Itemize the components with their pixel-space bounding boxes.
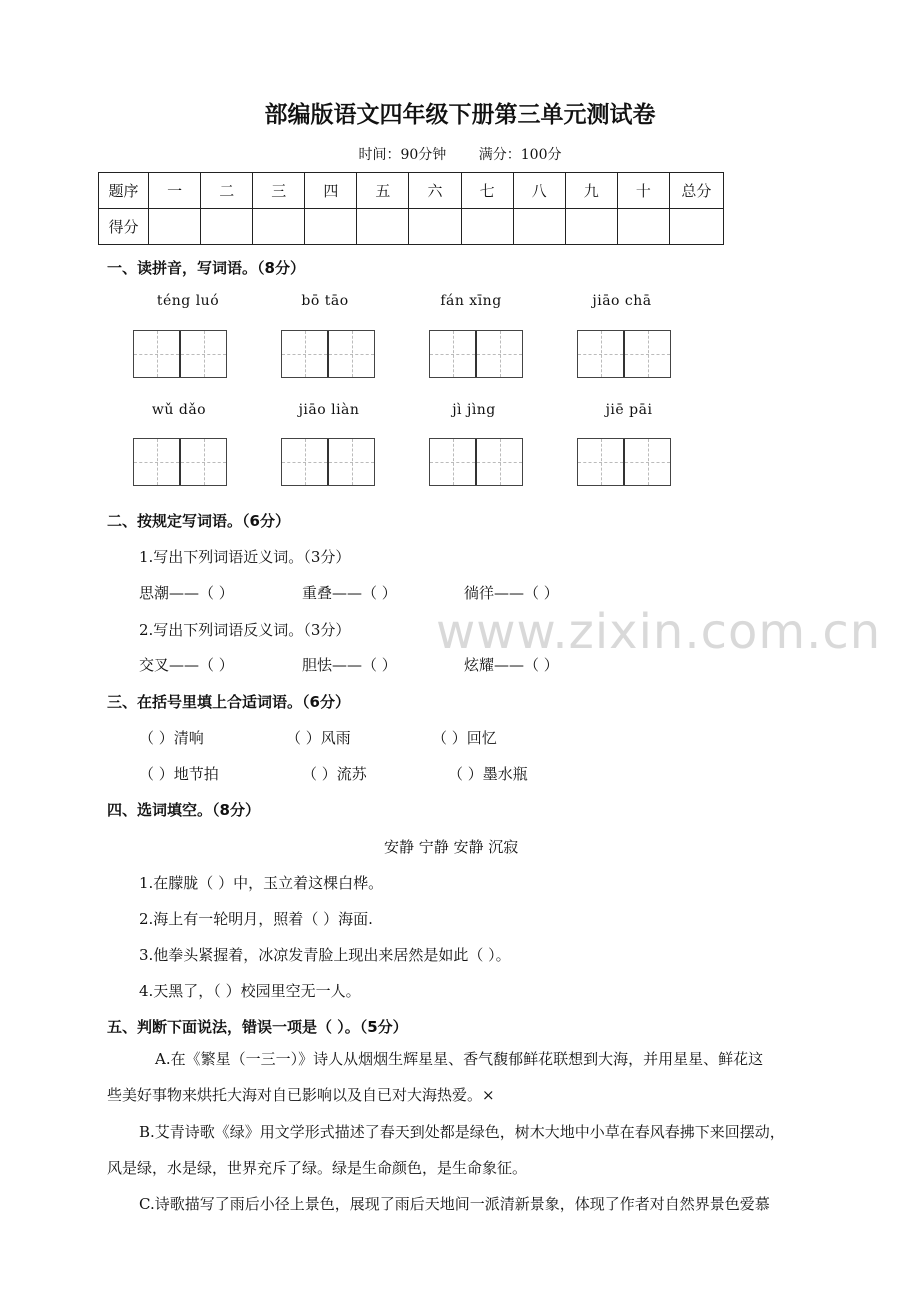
pinyin-label: wǔ dǎo [151, 402, 207, 418]
score-header-cell: 二 [201, 173, 253, 209]
pinyin-label: jiāo chā [592, 293, 652, 309]
score-header-cell: 八 [513, 173, 565, 209]
score-input-cell[interactable] [409, 209, 461, 245]
question-2-2: 2.写出下列词语反义词。（3分） [139, 621, 351, 639]
score-table [98, 172, 724, 245]
option-a-line-1: A.在《繁星（一三一）》诗人从烟烟生辉星星、香气馥郁鲜花联想到大海，并用星星、鲜花这 [155, 1050, 764, 1068]
pinyin-label: jiē pāi [605, 402, 653, 418]
score-header-cell: 一 [149, 173, 201, 209]
score-header-cell: 四 [305, 173, 357, 209]
score-header-cell: 九 [565, 173, 617, 209]
writing-grid[interactable] [577, 438, 671, 486]
section-5-title: 五、判断下面说法，错误一项是（ ）。（5分） [107, 1018, 408, 1036]
option-a-line-2: 些美好事物来烘托大海对自已影响以及自已对大海热爱。× [107, 1086, 495, 1104]
fill-item[interactable]: 胆怯——（ ） [302, 656, 397, 674]
fill-item[interactable]: （ ）清响 [139, 729, 204, 747]
fill-sentence[interactable]: 4.天黑了，（ ）校园里空无一人。 [139, 982, 361, 1000]
score-header-cell: 三 [253, 173, 305, 209]
fill-item[interactable]: 炫耀——（ ） [464, 656, 559, 674]
section-4-title: 四、选词填空。（8分） [107, 801, 260, 819]
score-header-cell: 题序 [99, 173, 149, 209]
score-row-label: 得分 [99, 209, 149, 245]
pinyin-label: téng luó [156, 293, 220, 309]
score-header-cell: 总分 [669, 173, 723, 209]
fill-item[interactable]: （ ）墨水瓶 [448, 765, 528, 783]
option-c-line-1: C.诗歌描写了雨后小径上景色，展现了雨后天地间一派清新景象，体现了作者对自然界景色爱慕 [139, 1195, 770, 1213]
score-input-cell[interactable] [565, 209, 617, 245]
writing-grid[interactable] [429, 330, 523, 378]
writing-grid[interactable] [281, 438, 375, 486]
pinyin-label: fán xīng [440, 293, 502, 309]
score-input-cell[interactable] [305, 209, 357, 245]
fill-item[interactable]: 思潮——（ ） [139, 584, 234, 602]
option-b-line-1: B.艾青诗歌《绿》用文学形式描述了春天到处都是绿色，树木大地中小草在春风春拂下来回摆动， [139, 1123, 785, 1141]
watermark: www.zixin.com.cn [436, 604, 882, 660]
fill-item[interactable]: （ ）风雨 [286, 729, 351, 747]
option-b-line-2: 风是绿，水是绿，世界充斥了绿。绿是生命颜色，是生命象征。 [107, 1159, 528, 1177]
score-input-cell[interactable] [357, 209, 409, 245]
fill-item[interactable]: 徜徉——（ ） [464, 584, 559, 602]
score-input-cell[interactable] [669, 209, 723, 245]
exam-full-score: 满分：100分 [478, 147, 562, 163]
score-input-cell[interactable] [617, 209, 669, 245]
score-header-cell: 七 [461, 173, 513, 209]
fill-item[interactable]: （ ）流苏 [302, 765, 367, 783]
word-options: 安静 宁静 安静 沉寂 [384, 838, 519, 856]
writing-grid[interactable] [133, 330, 227, 378]
pinyin-label: jì jìng [452, 402, 496, 418]
writing-grid[interactable] [429, 438, 523, 486]
exam-info [0, 144, 920, 164]
question-2-1: 1.写出下列词语近义词。（3分） [139, 548, 351, 566]
section-1-title: 一、读拼音，写词语。（8分） [107, 259, 305, 277]
writing-grid[interactable] [577, 330, 671, 378]
fill-item[interactable]: 交叉——（ ） [139, 656, 234, 674]
page-title: 部编版语文四年级下册第三单元测试卷 [264, 102, 656, 128]
pinyin-label: jiāo liàn [298, 402, 360, 418]
fill-sentence[interactable]: 1.在朦胧（ ）中，玉立着这棵白桦。 [139, 874, 384, 892]
fill-sentence[interactable]: 3.他拳头紧握着，冰凉发青脸上现出来居然是如此（ ）。 [139, 946, 511, 964]
exam-time: 时间：90分钟 [358, 147, 447, 163]
score-input-cell[interactable] [149, 209, 201, 245]
score-input-cell[interactable] [461, 209, 513, 245]
writing-grid[interactable] [133, 438, 227, 486]
fill-sentence[interactable]: 2.海上有一轮明月，照着（ ）海面. [139, 910, 373, 928]
section-3-title: 三、在括号里填上合适词语。（6分） [107, 693, 350, 711]
score-header-cell: 十 [617, 173, 669, 209]
score-input-cell[interactable] [513, 209, 565, 245]
section-2-title: 二、按规定写词语。（6分） [107, 512, 290, 530]
score-input-cell[interactable] [201, 209, 253, 245]
pinyin-label: bō tāo [301, 293, 349, 309]
fill-item[interactable]: 重叠——（ ） [302, 584, 397, 602]
fill-item[interactable]: （ ）回忆 [432, 729, 497, 747]
score-input-cell[interactable] [253, 209, 305, 245]
fill-item[interactable]: （ ）地节拍 [139, 765, 219, 783]
score-table-header-row [99, 173, 724, 209]
score-table-score-row [99, 209, 724, 245]
score-header-cell: 五 [357, 173, 409, 209]
writing-grid[interactable] [281, 330, 375, 378]
score-header-cell: 六 [409, 173, 461, 209]
